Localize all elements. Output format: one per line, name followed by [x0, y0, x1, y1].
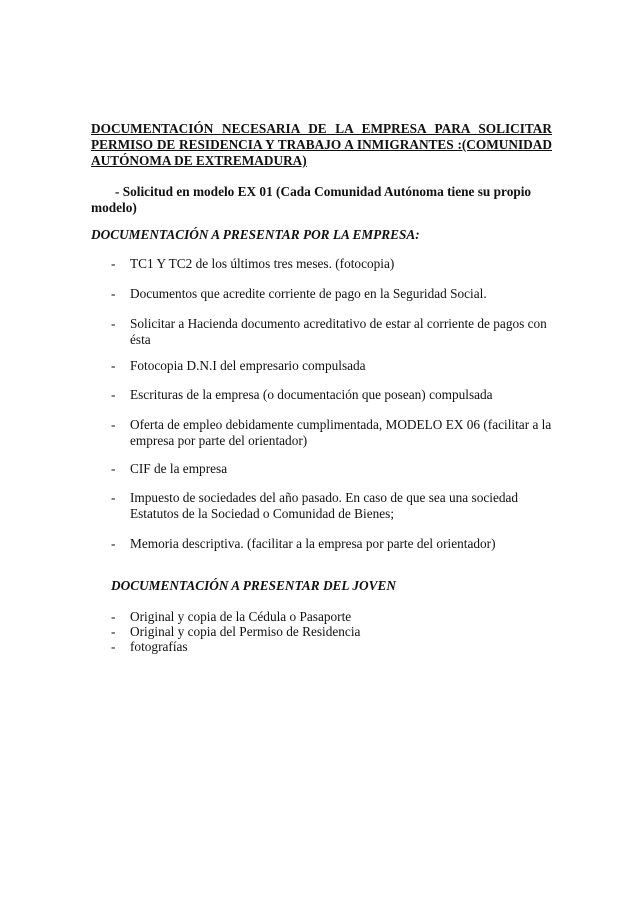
youth-section-heading: DOCUMENTACIÓN A PRESENTAR DEL JOVEN [111, 578, 396, 593]
list-item-text: Memoria descriptiva. (facilitar a la empresa por parte del orientador) [130, 536, 496, 551]
list-bullet: - [111, 609, 116, 624]
list-bullet: - [111, 316, 116, 331]
list-bullet: - [111, 490, 116, 505]
list-item-text: Fotocopia D.N.I del empresario compulsada [130, 358, 366, 373]
list-item-text: TC1 Y TC2 de los últimos tres meses. (fotocopia) [130, 256, 395, 271]
list-bullet: - [111, 256, 116, 271]
list-item-text: Solicitar a Hacienda documento acreditativo de estar al corriente de pagos con ésta [130, 316, 547, 347]
list-item-text: Escrituras de la empresa (o documentación que posean) compulsada [130, 387, 493, 402]
list-item-text: fotografías [130, 639, 188, 654]
list-item-text: Oferta de empleo debidamente cumplimentada, MODELO EX 06 (facilitar a la empresa por parte del orientador) [130, 417, 552, 448]
list-bullet: - [111, 624, 116, 639]
document-subtitle: - Solicitud en modelo EX 01 (Cada Comunidad Autónoma tiene su propio modelo) [91, 184, 532, 215]
list-bullet: - [111, 639, 116, 654]
list-bullet: - [111, 387, 116, 402]
list-item-text: CIF de la empresa [130, 461, 228, 476]
document-title: DOCUMENTACIÓN NECESARIA DE LA EMPRESA PARA SOLICITAR PERMISO DE RESIDENCIA Y TRABAJO A INMIGRANTES :(COMUNIDAD AUTÓNOMA DE EXTREMADURA) [91, 121, 552, 168]
list-item-text: Impuesto de sociedades del año pasado. En caso de que sea una sociedad Estatutos de la Sociedad o Comunidad de Bienes; [130, 490, 519, 521]
list-bullet: - [111, 358, 116, 373]
list-bullet: - [111, 461, 116, 476]
list-bullet: - [111, 536, 116, 551]
list-bullet: - [111, 417, 116, 432]
list-item-text: Documentos que acredite corriente de pago en la Seguridad Social. [130, 286, 487, 301]
list-bullet: - [111, 286, 116, 301]
company-section-heading: DOCUMENTACIÓN A PRESENTAR POR LA EMPRESA: [91, 227, 420, 242]
list-item-text: Original y copia de la Cédula o Pasaporte [130, 609, 352, 624]
list-item-text: Original y copia del Permiso de Residencia [130, 624, 361, 639]
